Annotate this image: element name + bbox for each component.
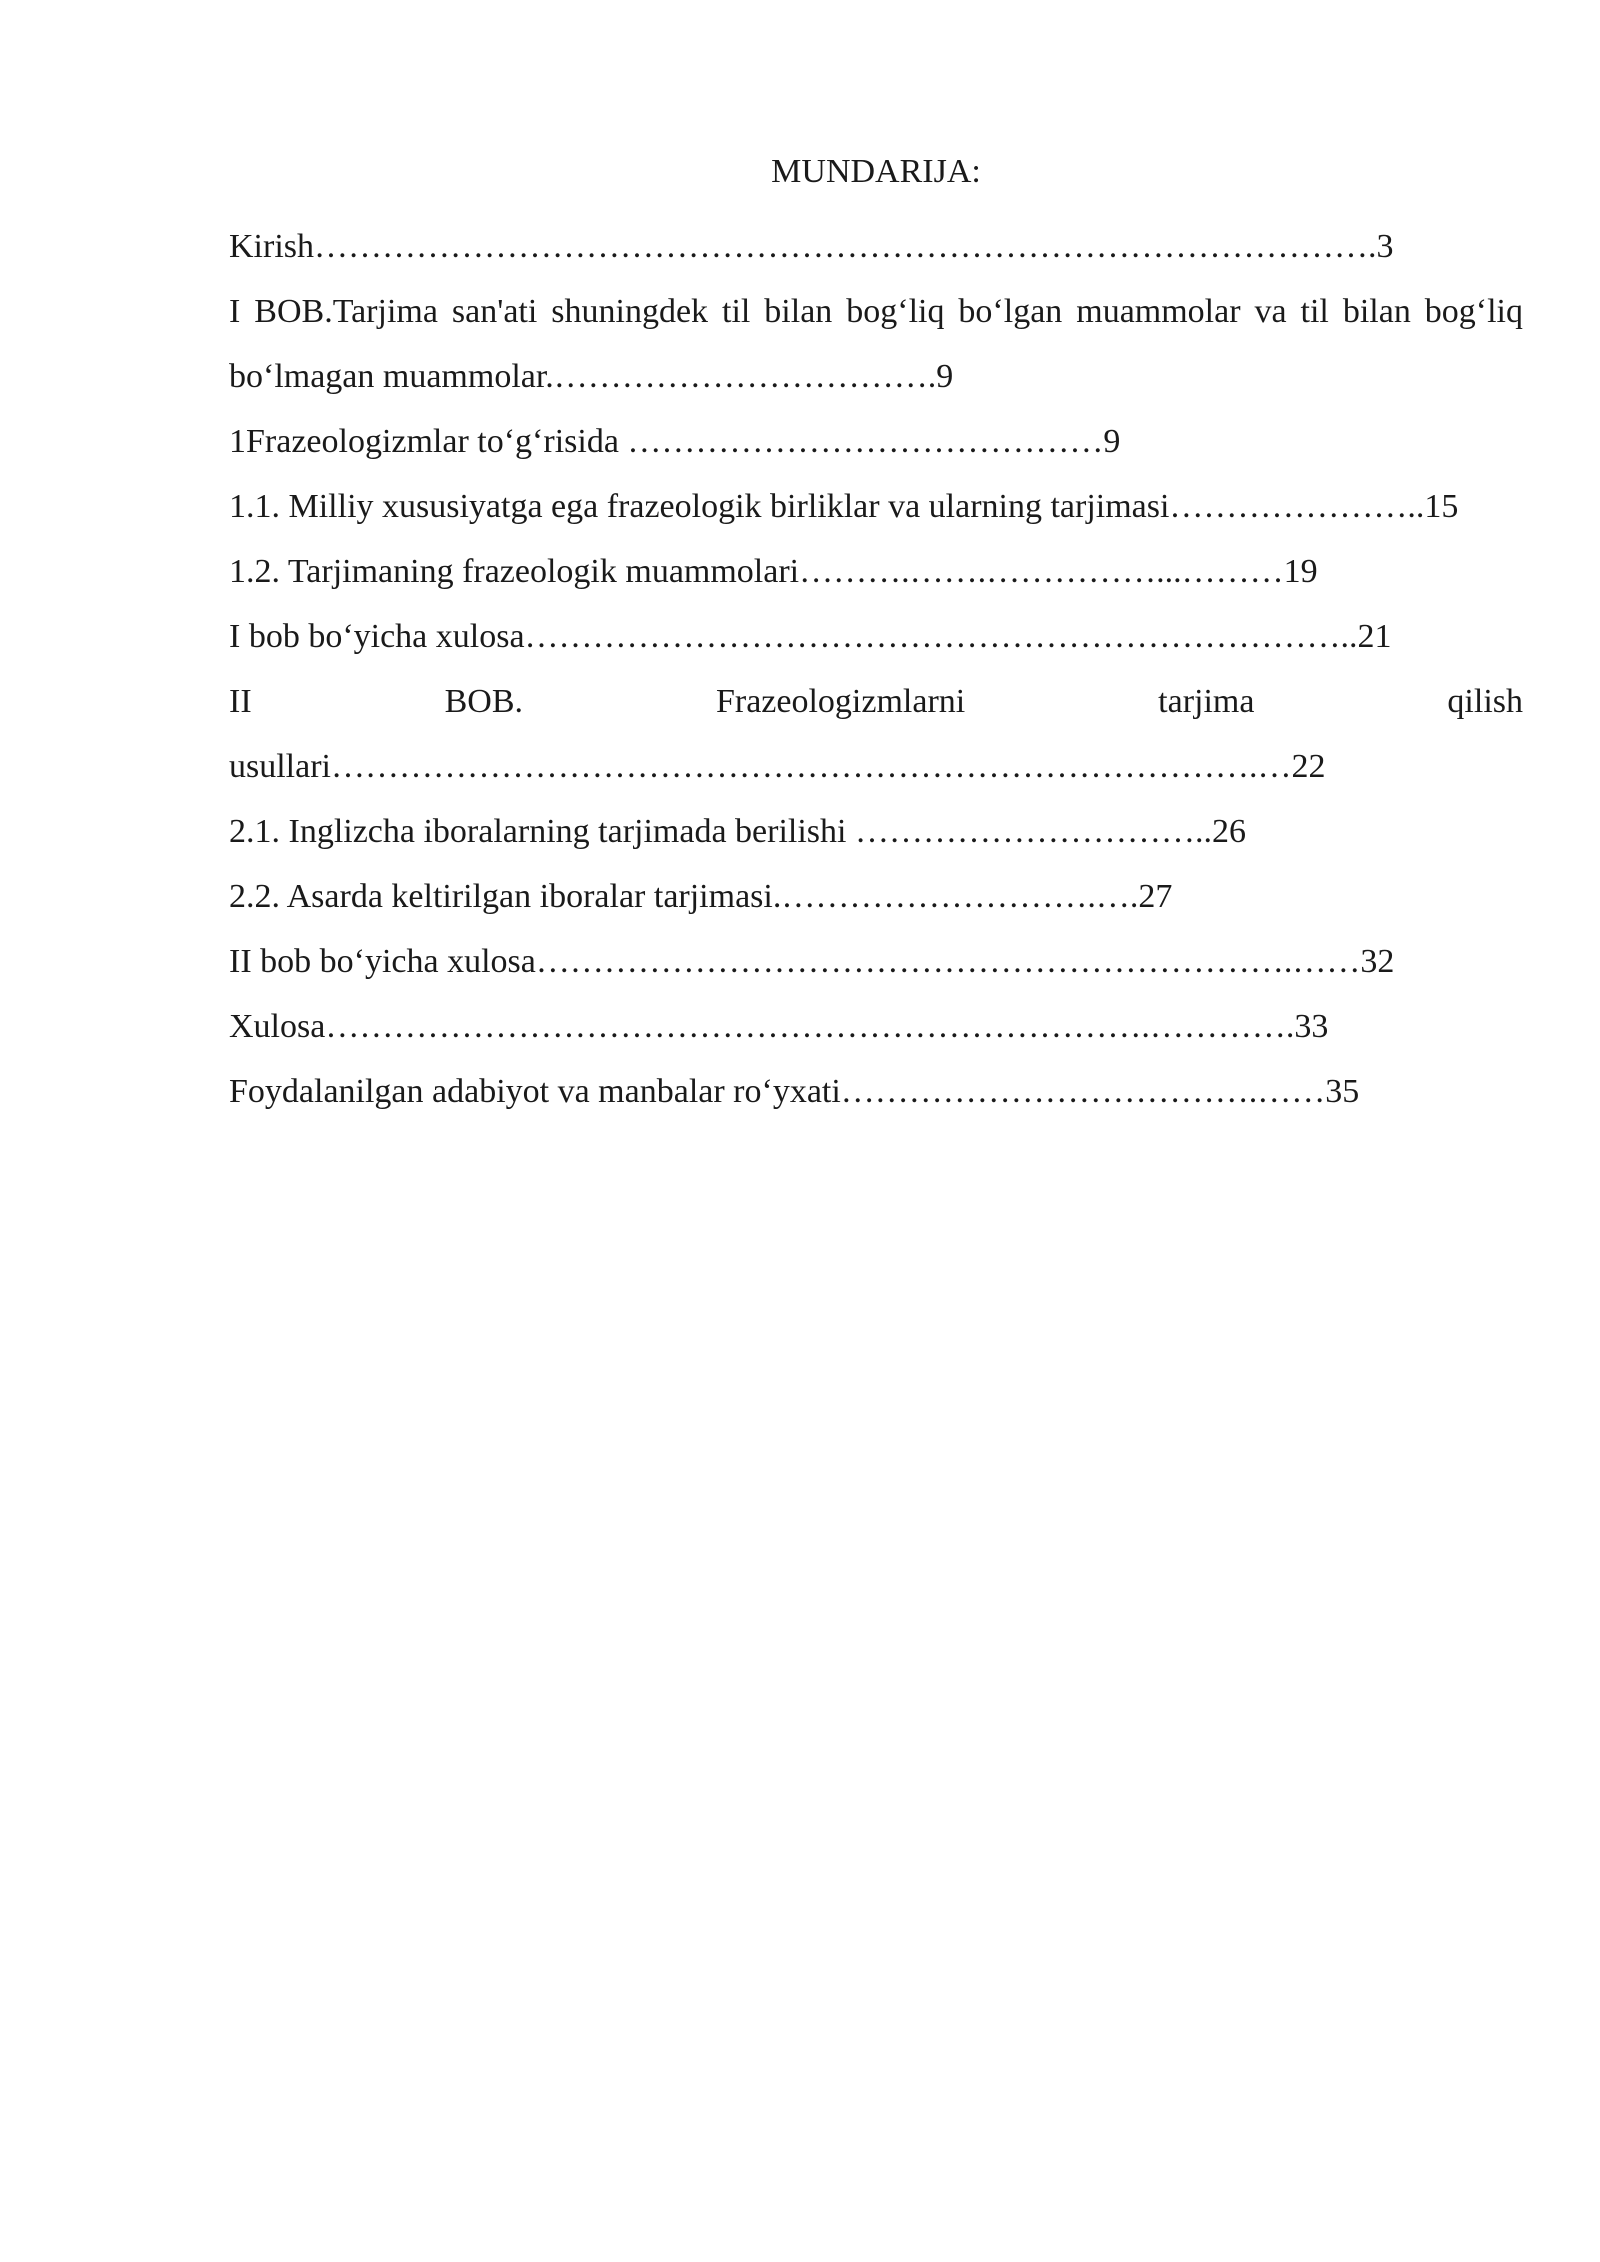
toc-entry-references: Foydalanilgan adabiyot va manbalar ro‘yxati……………………………….……35 [229, 1073, 1360, 1110]
toc-entry-chapter-2-conclusion: II bob bo‘yicha xulosa………………………………………………………….……32 [229, 943, 1395, 980]
toc-entry-chapter-1-conclusion: I bob bo‘yicha xulosa………………………………………………………………..21 [229, 618, 1392, 655]
table-of-contents [229, 214, 1523, 1124]
toc-entry-chapter-2: II BOB. Frazeologizmlarni tarjima qilish usullari……………………………………………………………………….…22 [229, 683, 1523, 785]
toc-entry-conclusion: Xulosa……………………………………………………………….………….33 [229, 1008, 1329, 1045]
toc-entry-section-1-1: 1.1. Milliy xususiyatga ega frazeologik birliklar va ularning tarjimasi…………………..15 [229, 488, 1459, 525]
toc-entry-section-2-1: 2.1. Inglizcha iboralarning tarjimada berilishi …………………………..26 [229, 813, 1246, 850]
toc-entry-phraseologisms: 1Frazeologizmlar to‘g‘risida ……………………………………9 [229, 423, 1121, 460]
document-page [229, 150, 1523, 1124]
toc-entry-section-1-2: 1.2. Tarjimaning frazeologik muammolari……….…….……………...………19 [229, 553, 1318, 590]
page-title: MUNDARIJA: [771, 153, 981, 190]
toc-entry-introduction: Kirish………………………………………………………………………………….3 [229, 228, 1394, 265]
toc-entry-section-2-2: 2.2. Asarda keltirilgan iboralar tarjimasi.……………………….….27 [229, 878, 1173, 915]
toc-entry-chapter-1: I BOB.Tarjima san'ati shuningdek til bilan bog‘liq bo‘lgan muammolar va til bilan bog‘liq bo‘lmagan muammolar.…………………………….9 [229, 293, 1523, 395]
